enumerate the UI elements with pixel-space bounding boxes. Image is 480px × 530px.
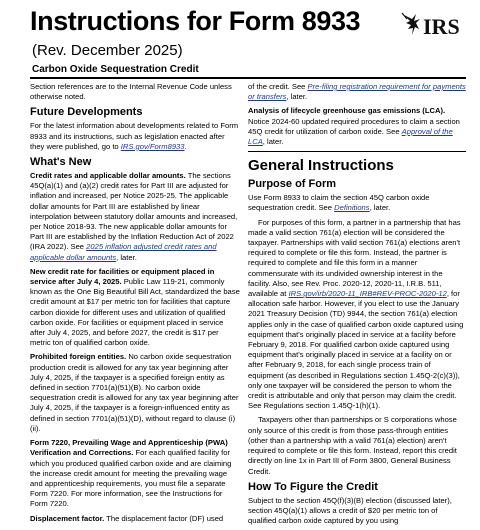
right-column <box>248 82 466 530</box>
future-text: For the latest information about developments related to Form 8933 and its instructions, such as legislation enacted after they were published, go to <box>30 121 239 151</box>
header-rule <box>30 77 466 79</box>
form8933-link[interactable]: IRS.gov/Form8933 <box>120 141 185 151</box>
displacement-paragraph <box>30 514 240 524</box>
partnership-end: , for allocation safe harbor. However, if you elect to use the January 2021 Treasury Decision (TD) 9944, the section 761(a) election applies only in the case of qualified carbon oxide captured using equipment that's originally placed in service at a facility before February 9, 2018. For qualified carbon oxide captured using equipment that's originally placed in service at a facility on or after February 9, 2018, for each single process train of equipment (as described in Regulations section 1.45Q-2(c)(3)), only one taxpayer will be considered the person to whom the credit is attributable and only that person may claim the credit. See Regulations section 1.45Q-1(h)(1). <box>248 289 464 411</box>
page-title: Instructions for Form 8933 <box>30 6 361 36</box>
form7220-text: For each qualified facility for which you produced qualified carbon oxide and are claiming the increase credit amount for meeting the prevailing wage and apprenticeship requirements, you must file a separate Form 7220. For more information, see the Instructions for Form 7220. <box>30 448 232 509</box>
taxpayers-paragraph: Taxpayers other than partnerships or S corporations whose only source of this credit is from those pass-through entities (other than a partnership with a valid 761(a) election) aren't required to complete or file this form. Instead, report this credit directly on line 1x in Part III of Form 3800, General Business Credit. <box>248 415 457 476</box>
figure-credit-heading: How To Figure the Credit <box>248 480 378 493</box>
lca-end: , later. <box>262 137 284 147</box>
credit-rates-end: , later. <box>116 252 137 262</box>
prohibited-entities-text: No carbon oxide sequestration production credit is allowed for any tax year beginning after July 4, 2025, if the taxpayer is a specified foreign entity as defined in section 7701(a)(51)(B). No carbon oxide sequestration credit is allowed for any tax year beginning after July 4, 2025, if the taxpayer is a foreign-influenced entity as defined in section 7701(a)(51)(D), without regard to clause (i)(ii). <box>30 352 239 433</box>
prohibited-entities-paragraph <box>30 352 240 434</box>
lca-heading: Analysis of lifecycle greenhouse gas emissions (LCA). <box>248 106 446 116</box>
credit-rates-paragraph <box>30 171 240 263</box>
form7220-paragraph <box>30 438 240 509</box>
rev-proc-link[interactable]: IRS.gov/irb/2020-11_IRB#REV-PROC-2020-12 <box>288 289 447 299</box>
revision-date: (Rev. December 2025) <box>32 42 183 59</box>
lca-paragraph <box>248 106 466 147</box>
purpose-end: , later. <box>369 203 391 213</box>
prefiling-link[interactable]: Pre-filing registration requirement for payments or transfers <box>248 82 466 102</box>
definitions-link[interactable]: Definitions <box>334 203 370 213</box>
whats-new-heading: What's New <box>30 156 92 169</box>
prefiling-paragraph <box>248 82 466 102</box>
future-end: . <box>184 141 187 151</box>
future-developments-text <box>30 121 240 152</box>
prefiling-end: , later. <box>286 92 308 102</box>
credit-rates-heading: Credit rates and applicable dollar amounts. <box>30 171 186 181</box>
purpose-paragraph <box>248 193 466 213</box>
general-instructions-heading: General Instructions <box>248 157 394 175</box>
irs-logo <box>400 11 466 39</box>
section-rule <box>248 151 466 152</box>
intro-text: Section references are to the Internal Revenue Code unless otherwise noted. <box>30 82 232 102</box>
form7220-heading: Form 7220, Prevailing Wage and Apprenticeship (PWA) Verification and Corrections. <box>30 438 228 458</box>
irs-eagle-logo <box>400 11 422 39</box>
credit-rates-text: The sections 45Q(a)(1) and (a)(2) credit rates for Part III are adjusted for inflation and increased, per Notice 2025-25. The applicable dollar amounts for Part III are established by linear interpolation between statutory dollar amounts and increased, per Notice 2018-93. The new applicable dollar amounts for Part III are established by the Inflation Reduction Act of 2022 (IRA 2022). See <box>30 171 238 252</box>
inflation-rates-link[interactable]: 2025 inflation adjusted credit rates and applicable dollar amounts <box>30 242 217 262</box>
displacement-text: The displacement factor (DF) used <box>104 513 224 523</box>
purpose-heading: Purpose of Form <box>248 178 337 191</box>
new-credit-rate-paragraph <box>30 267 240 349</box>
prohibited-entities-heading: Prohibited foreign entities. <box>30 352 127 362</box>
prefiling-text: of the credit. See <box>248 82 308 91</box>
lca-link[interactable]: Approval of the LCA <box>248 126 453 147</box>
future-developments-heading: Future Developments <box>30 106 143 119</box>
left-column <box>30 82 240 528</box>
displacement-heading: Displacement factor. <box>30 513 105 523</box>
partnership-paragraph <box>248 218 466 412</box>
purpose-text: Use Form 8933 to claim the section 45Q carbon oxide sequestration credit. See <box>248 193 430 213</box>
figure-credit-paragraph: Subject to the section 45Q(f)(3)(B) election (discussed later), section 45Q(a)(1) allows a credit of $20 per metric ton of qualified carbon oxide captured by you using <box>248 495 452 526</box>
irs-logo-text: IRS <box>423 14 460 39</box>
lca-text: Notice 2024-60 updated required procedures to claim a section 45Q credit for utilization of carbon oxide. See <box>248 116 460 136</box>
new-credit-rate-text: Public Law 119-21, commonly known as the One Big Beautiful Bill Act, standardized the base credit amount at $17 per metric ton for facilities that capture carbon dioxide for different uses and utilization of qualified carbon oxide. For facilities or equipment placed in service after July 4, 2025, and before 2027, the credit is $17 per metric ton of qualified carbon oxide. <box>30 277 240 348</box>
form-subtitle: Carbon Oxide Sequestration Credit <box>32 64 199 75</box>
partnership-text: For purposes of this form, a partner in a partnership that has made a valid section 761(a) election will be considered the taxpayer. Partnerships with valid section 761(a) elections aren't required to complete or file this form. Instead, the partner is required to complete and file this form in a manner commensurate with its undivided ownership interest in the facility. Also, see Rev. Proc. 2020-12, 2020-11, I.R.B. 511, available at <box>248 217 461 299</box>
new-credit-rate-heading: New credit rate for facilities or equipment placed in service after July 4, 2025. <box>30 266 215 287</box>
